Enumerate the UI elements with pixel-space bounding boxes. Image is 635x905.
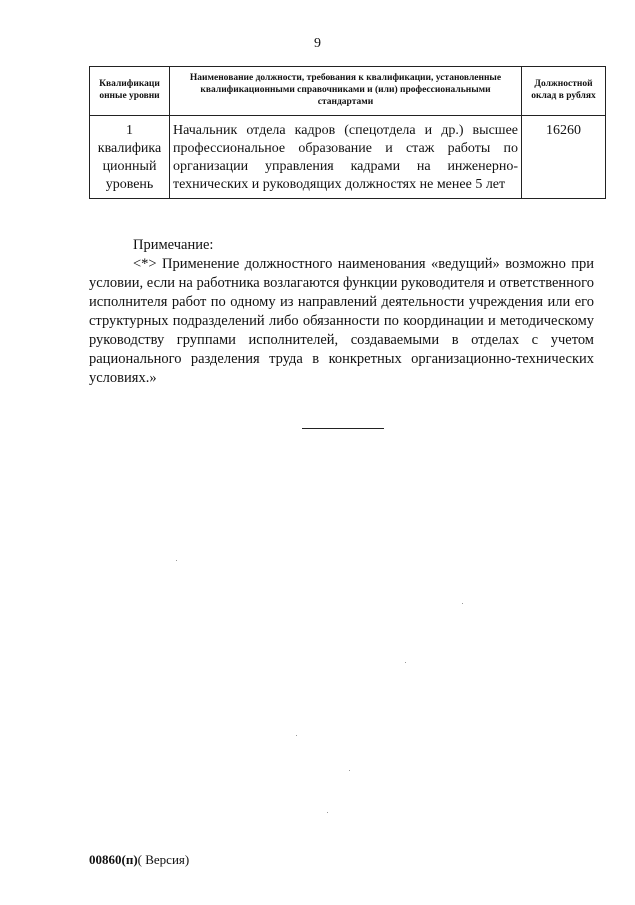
scan-speck xyxy=(405,662,406,663)
document-version: ( Версия) xyxy=(137,852,190,867)
separator-line xyxy=(302,428,384,429)
position-description-cell: Начальник отдела кадров (спецотдела и др.) высшее профессиональное образование и стаж работы по организации управления кадрами на инженерно-технических и руководящих должностях не менее 5 лет xyxy=(170,116,522,199)
header-position-requirements: Наименование должности, требования к квалификации, установленные квалификационными справочниками и (или) профессиональными стандартами xyxy=(170,67,522,116)
scan-speck xyxy=(176,560,177,561)
qualification-table xyxy=(89,66,606,199)
scan-speck xyxy=(349,770,350,771)
page-number: 9 xyxy=(314,36,321,51)
scan-speck xyxy=(327,812,328,813)
scan-speck xyxy=(296,735,297,736)
note-section xyxy=(89,236,594,388)
qualification-level-cell: 1 квалифика ционный уровень xyxy=(90,116,170,199)
note-title: Примечание: xyxy=(133,237,214,253)
document-footer xyxy=(89,852,189,868)
document-code: 00860(п) xyxy=(89,852,138,867)
table-header-row xyxy=(90,67,606,116)
table-row xyxy=(90,116,606,199)
header-qualification-levels: Квалификаци онные уровни xyxy=(90,67,170,116)
scan-speck xyxy=(462,603,463,604)
note-text: <*> Применение должностного наименования «ведущий» возможно при условии, если на работника возлагаются функции руководителя и ответственного исполнителя работ по одному из направлений деятельности учреждения или его структурных подразделений либо обязанности по координации и методическому руководству группами исполнителей, создаваемыми в отделах с учетом рационального разделения труда в конкретных организационно-технических условиях.» xyxy=(89,256,594,386)
salary-cell: 16260 xyxy=(522,116,606,199)
header-salary: Должностной оклад в рублях xyxy=(522,67,606,116)
